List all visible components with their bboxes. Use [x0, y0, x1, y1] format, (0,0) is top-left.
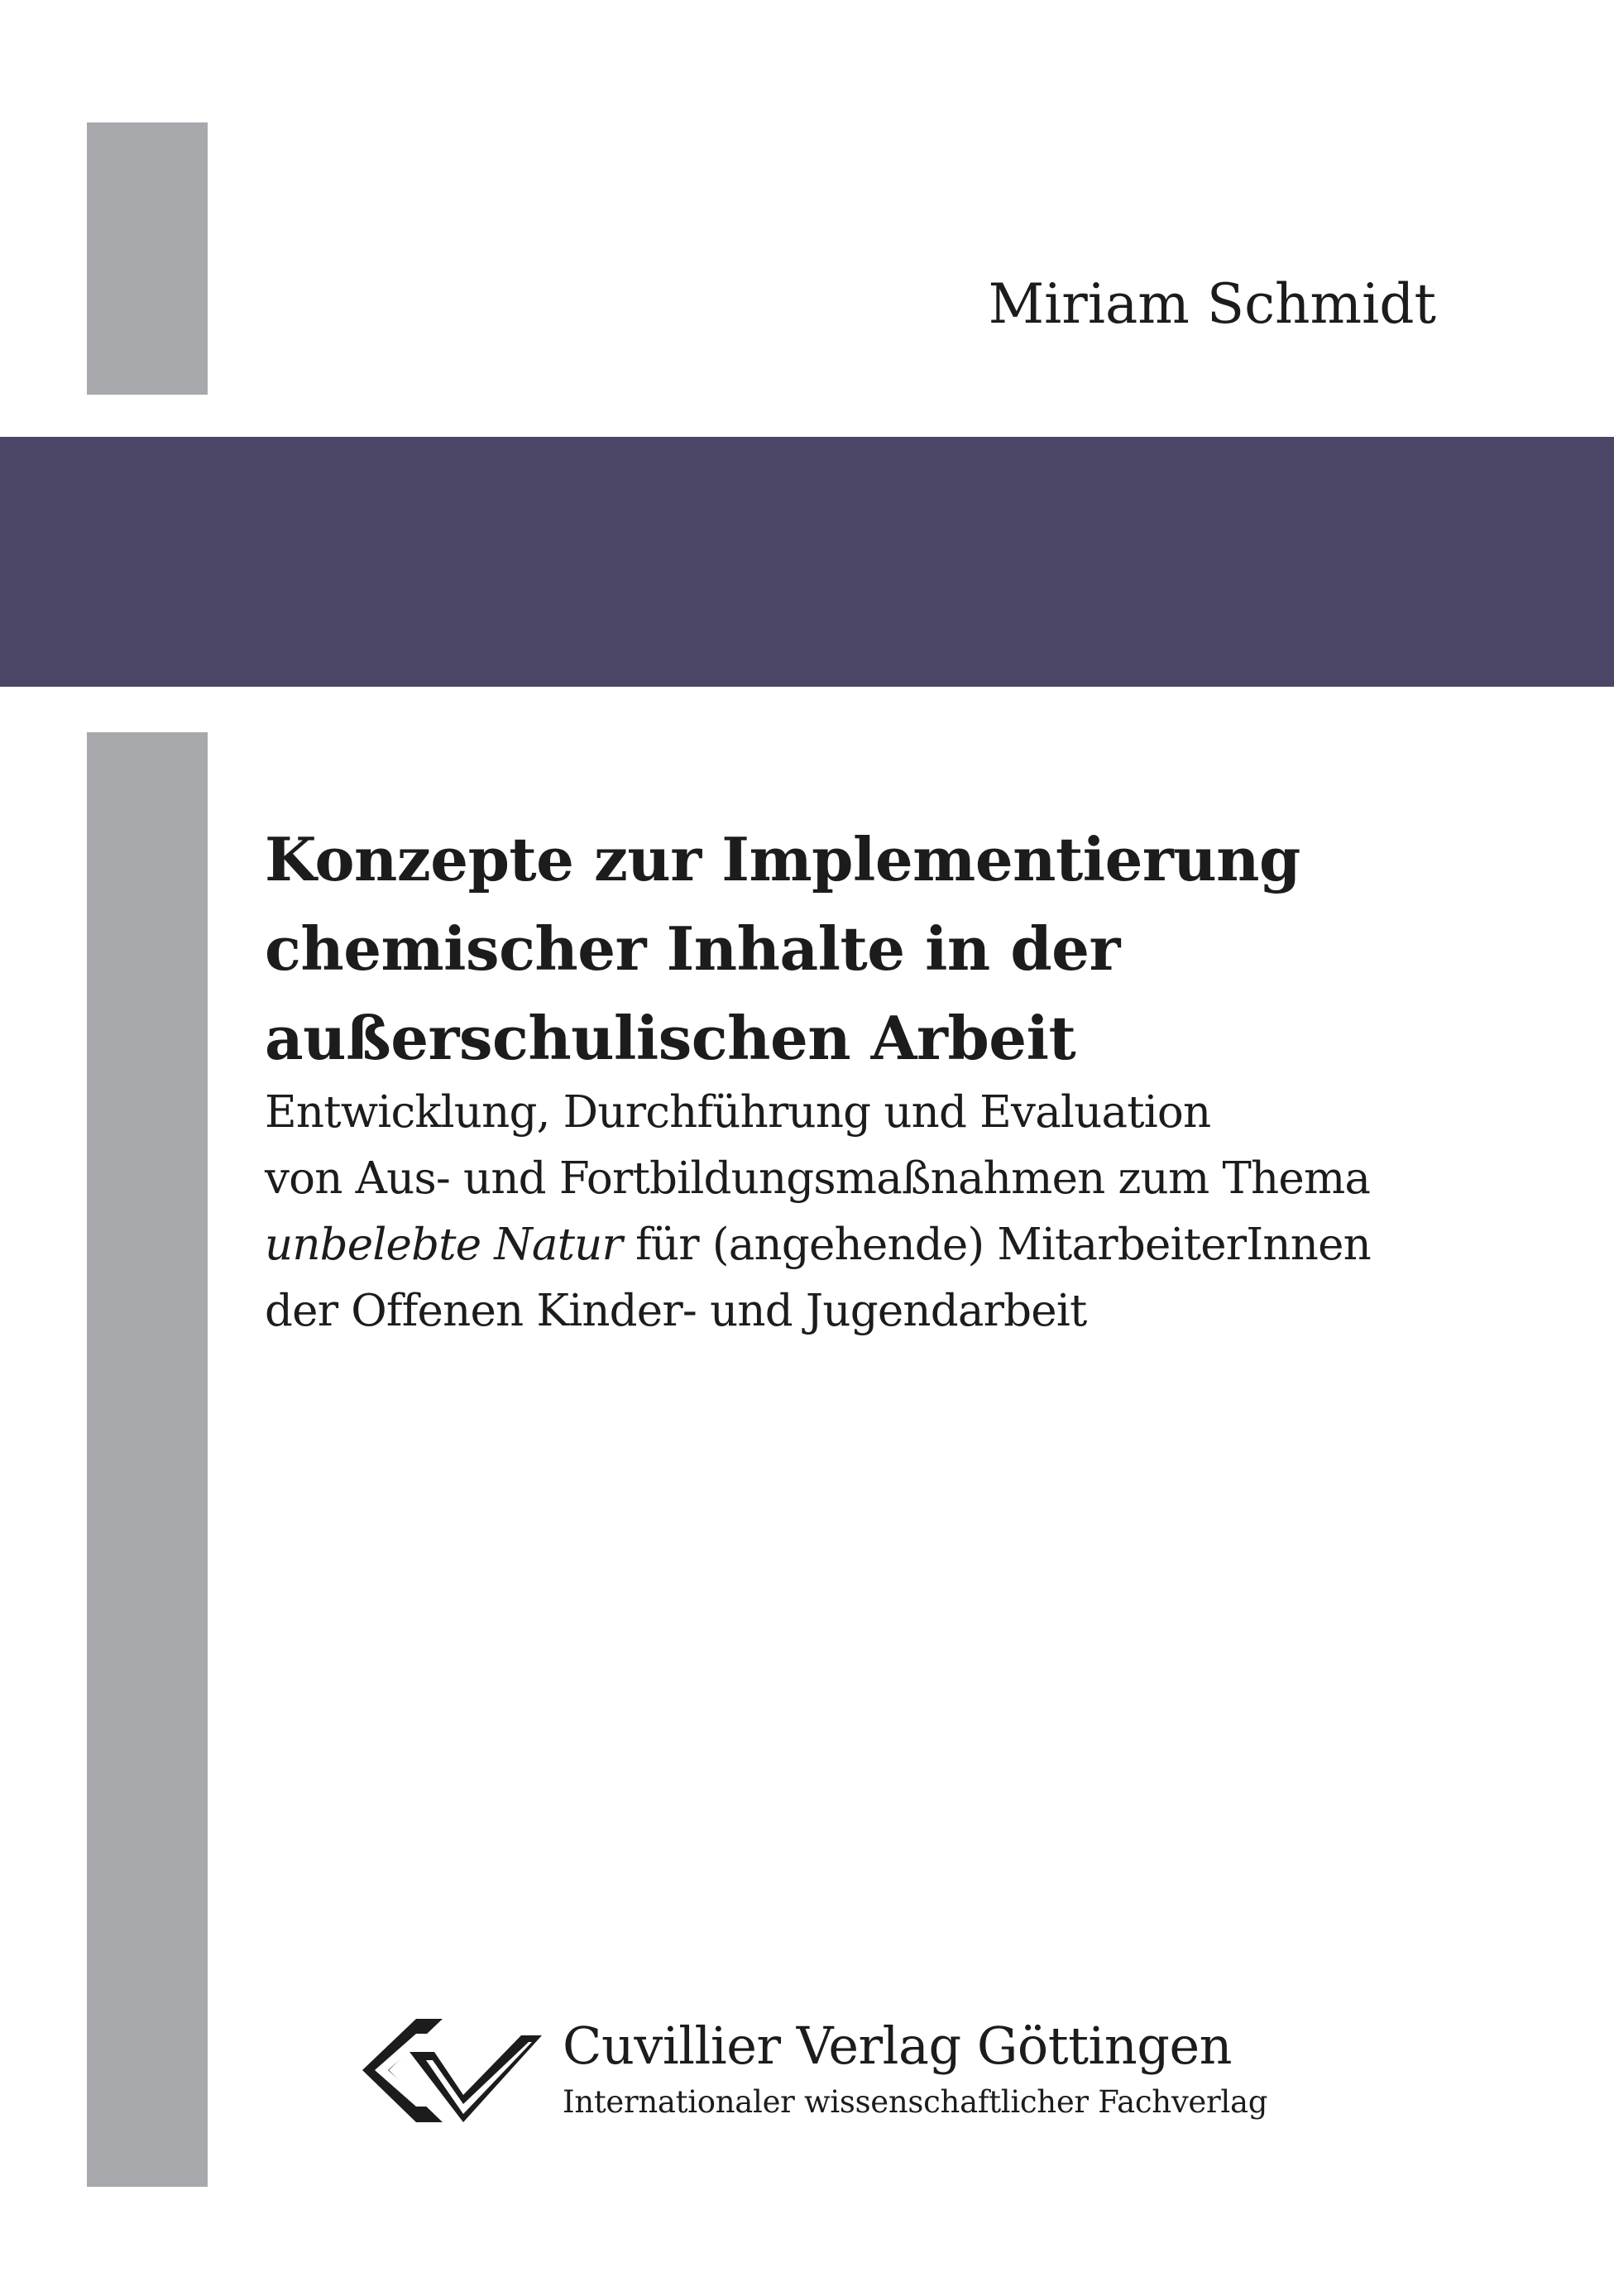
decorative-band [0, 437, 1614, 687]
title-line: Konzepte zur Implementierung [265, 824, 1300, 894]
subtitle-line: von Aus- und Fortbildungsmaßnahmen zum Thema [265, 1153, 1371, 1204]
cuvillier-cv-logo-icon [352, 2019, 542, 2122]
publisher-name: Cuvillier Verlag Göttingen [563, 2016, 1233, 2076]
author-name: Miriam Schmidt [988, 272, 1436, 336]
publisher-tagline: Internationaler wissenschaftlicher Fachverlag [563, 2084, 1268, 2120]
book-subtitle [265, 1080, 1555, 1345]
subtitle-line: der Offenen Kinder- und Jugendarbeit [265, 1286, 1087, 1336]
title-line: außerschulischen Arbeit [265, 1003, 1076, 1073]
title-line: chemischer Inhalte in der [265, 913, 1120, 984]
publisher-block [352, 2016, 1303, 2126]
book-title [265, 815, 1506, 1083]
subtitle-italic-term: unbelebte Natur [265, 1220, 623, 1270]
subtitle-line: Entwicklung, Durchführung und Evaluation [265, 1087, 1211, 1138]
subtitle-line-rest: für (angehende) MitarbeiterInnen [622, 1220, 1371, 1270]
decorative-bar-top [87, 122, 208, 395]
subtitle-line [265, 1212, 1555, 1278]
decorative-bar-side [87, 732, 208, 2187]
